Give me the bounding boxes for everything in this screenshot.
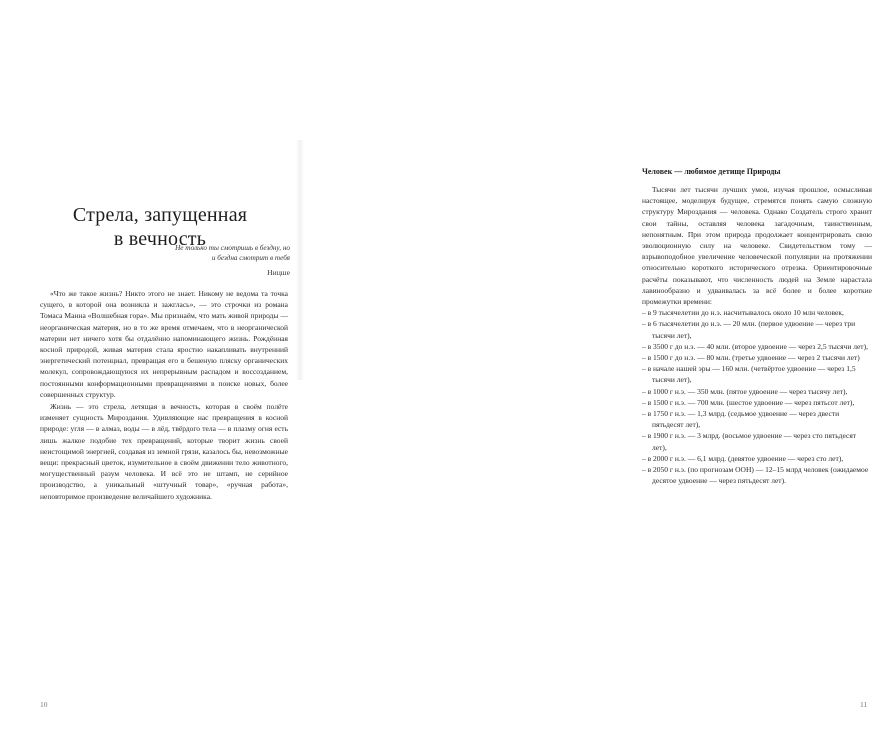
title-line-2: в вечность (113, 228, 207, 250)
population-list (642, 307, 872, 486)
paragraph: Жизнь — это стрела, летящая в вечность, которая в своём полёте изменяет сущность Мироздания. Удивляющие нас превращения в косной природе: угля — в алмаз, воды — в лёд, твёрдого тела — в плазму огня есть лишь жалкое подобие тех превращений, которые творит жизнь своей неистощимой энергией, создавая из земной грязи, казалось бы, невозможные вещи: прекрасный цветок, изумительное в своём движении тело животного, могущественный разум человека. И всё это не штамп, не серийное производство, а уникальный «штучный товар», «ручная работа», неповторимое произведение величайшего художника. (40, 402, 288, 501)
left-page (0, 0, 300, 750)
section-title: Человек — любимое детище Природы (642, 167, 781, 176)
list-item: – в 2000 г н.э. — 6,1 млрд. (девятое удвоение — через сто лет), (642, 453, 844, 463)
list-item: – в начале нашей эры — 160 млн. (четвёртое удвоение — через 1,5 тысячи лет), (642, 364, 856, 385)
list-item: – в 6 тысячелетии до н.э. — 20 млн. (первое удвоение — через три тысячи лет), (642, 319, 856, 340)
list-item: – в 1000 г н.э. — 350 млн. (пятое удвоение — через тысячу лет), (642, 386, 848, 396)
right-page (300, 0, 872, 750)
list-item: – в 1500 г н.э. — 700 млн. (шестое удвоение — через пятьсот лет), (642, 397, 855, 407)
list-item: – в 2050 г н.э. (по прогнозам ООН) — 12–15 млрд человек (ожидаемое десятое удвоение — через пятьдесят лет). (642, 465, 869, 486)
epigraph-line-2: и бездна смотрит в тебя (211, 254, 290, 262)
paragraph: «Что же такое жизнь? Никто этого не знает. Никому не ведома та точка сущего, в которой она возникла и зажглась», — это строчки из романа Томаса Манна «Волшебная гора». Мы признаём, что мать живой природы — неорганическая материя, но в то же время отмечаем, что в неорганической материи нет ничего хотя бы отдалённо напоминающего жизнь. Рождённая косной природой, живая материя стала яростно накапливать внутренний энергетический потенциал, превращая его в бешеную пляску органических молекул, сопровождающуюся их непрерывным распадом и воссозданием, постоянными конформационными превращениями в поиске новых, более совершенных структур. (40, 289, 288, 399)
title-line-1: Стрела, запущенная (72, 204, 248, 226)
epigraph-line-1: Не только ты смотришь в бездну, но (175, 244, 290, 252)
left-body-text (40, 288, 288, 502)
list-item: – в 1750 г н.э. — 1,3 млрд. (седьмое удвоение — через двести пятьдесят лет), (642, 409, 840, 430)
page-number-right: 11 (860, 700, 868, 709)
right-body-text (642, 184, 872, 486)
list-item: – в 1500 г до н.э. — 80 млн. (третье удвоение — через 2 тысячи лет) (642, 353, 860, 363)
list-item: – в 1900 г н.э. — 3 млрд. (восьмое удвоение — через сто пятьдесят лет), (642, 431, 857, 452)
list-item: – в 9 тысячелетии до н.э. насчитывалось около 10 млн человек, (642, 308, 844, 318)
epigraph (100, 243, 290, 263)
epigraph-author: Ницше (267, 268, 290, 277)
list-item: – в 3500 г до н.э. — 40 млн. (второе удвоение — через 2,5 тысячи лет), (642, 341, 868, 351)
page-number-left: 10 (40, 700, 48, 709)
paragraph: Тысячи лет тысячи лучших умов, изучая прошлое, осмысливая настоящее, моделируя будущее, стремятся понять самую сложную структуру Мироздания — человека. Однако Создатель строго хранит свои тайны, оставляя человека загадочным, таинственным, непонятным. При этом природа продолжает концентрировать свою эволюционную силу на человеке. Свидетельством тому — взрывоподобное увеличение человеческой популяции на протяжении относительно короткого исторического отрезка. Ориентировочные расчёты показывают, что численность людей на Земле нарастала лавинообразно и удваивалась за всё более и более короткие промежутки времени: (642, 185, 872, 307)
